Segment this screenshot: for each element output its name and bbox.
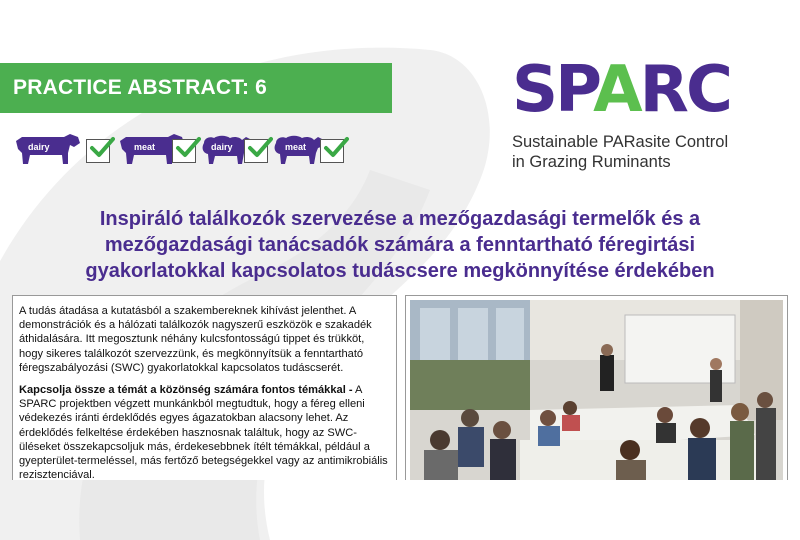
body-paragraph-2 (19, 383, 390, 482)
meeting-photo-frame (405, 295, 788, 480)
paragraph-2-text: A SPARC projektben végzett munkánkból megtudtuk, hogy a féreg elleni védekezés iránti érdeklődés egyes ágazatokban alacsony lehet. Az érdeklődés felkeltése érdekében hasznosnak találtuk, hogy az SWC-üléseket összekapcsoljuk más, érdekesebbnek ítélt témákkal, például a gyepterület-termeléssel, más fertőző betegségekkel vagy az antimikrobiális rezisztenciával. (19, 384, 388, 482)
tagline-line-1: Sustainable PARasite Control (512, 133, 729, 151)
cow-dairy-icon (12, 131, 84, 167)
animal-label: meat (285, 142, 307, 152)
body-paragraph-1: A tudás átadása a kutatásból a szakembereknek kihívást jelenthet. A demonstrációk és a hálózati találkozók nagyszerű eszközök e szakadék áthidalására. Itt megosztunk néhány kulcsfontosságú tippet és trükköt, hogy sikeres találkozót szervezzünk, és megkönnyítsük a fenntartható féregszabályozási (SWC) gyakorlatokkal kapcsolatos tudáscserét. (19, 305, 372, 374)
title-line-2: mezőgazdasági tanácsadók számára a fenntartható féregirtási (104, 234, 696, 256)
meeting-photo (410, 300, 783, 480)
meat-sheep-checkbox[interactable] (320, 139, 344, 163)
animal-label: dairy (28, 142, 50, 152)
tagline-line-2: in Grazing Ruminants (512, 153, 671, 171)
meat-cattle-checkbox[interactable] (172, 139, 196, 163)
dairy-cattle-checkbox[interactable] (86, 139, 110, 163)
dairy-sheep-checkbox[interactable] (244, 139, 268, 163)
animal-label: meat (134, 142, 156, 152)
animal-label: dairy (211, 142, 233, 152)
meeting-room-image (410, 300, 783, 480)
abstract-title (40, 206, 760, 284)
practice-abstract-banner (0, 63, 392, 113)
banner-label: PRACTICE ABSTRACT: 6 (13, 76, 268, 99)
title-line-1: Inspiráló találkozók szervezése a mezőgazdasági termelők és a (99, 208, 701, 230)
paragraph-2-heading: Kapcsolja össze a témát a közönség számára fontos témákkal - (19, 384, 353, 397)
sparc-logo-word: SPARC (512, 53, 730, 127)
logo-tagline (512, 132, 728, 172)
sparc-logo (512, 53, 772, 178)
title-line-3: gyakorlatokkal kapcsolatos tudáscsere megkönnyítése érdekében (85, 260, 715, 282)
animal-category-row (12, 131, 372, 167)
body-text-box (12, 295, 397, 480)
